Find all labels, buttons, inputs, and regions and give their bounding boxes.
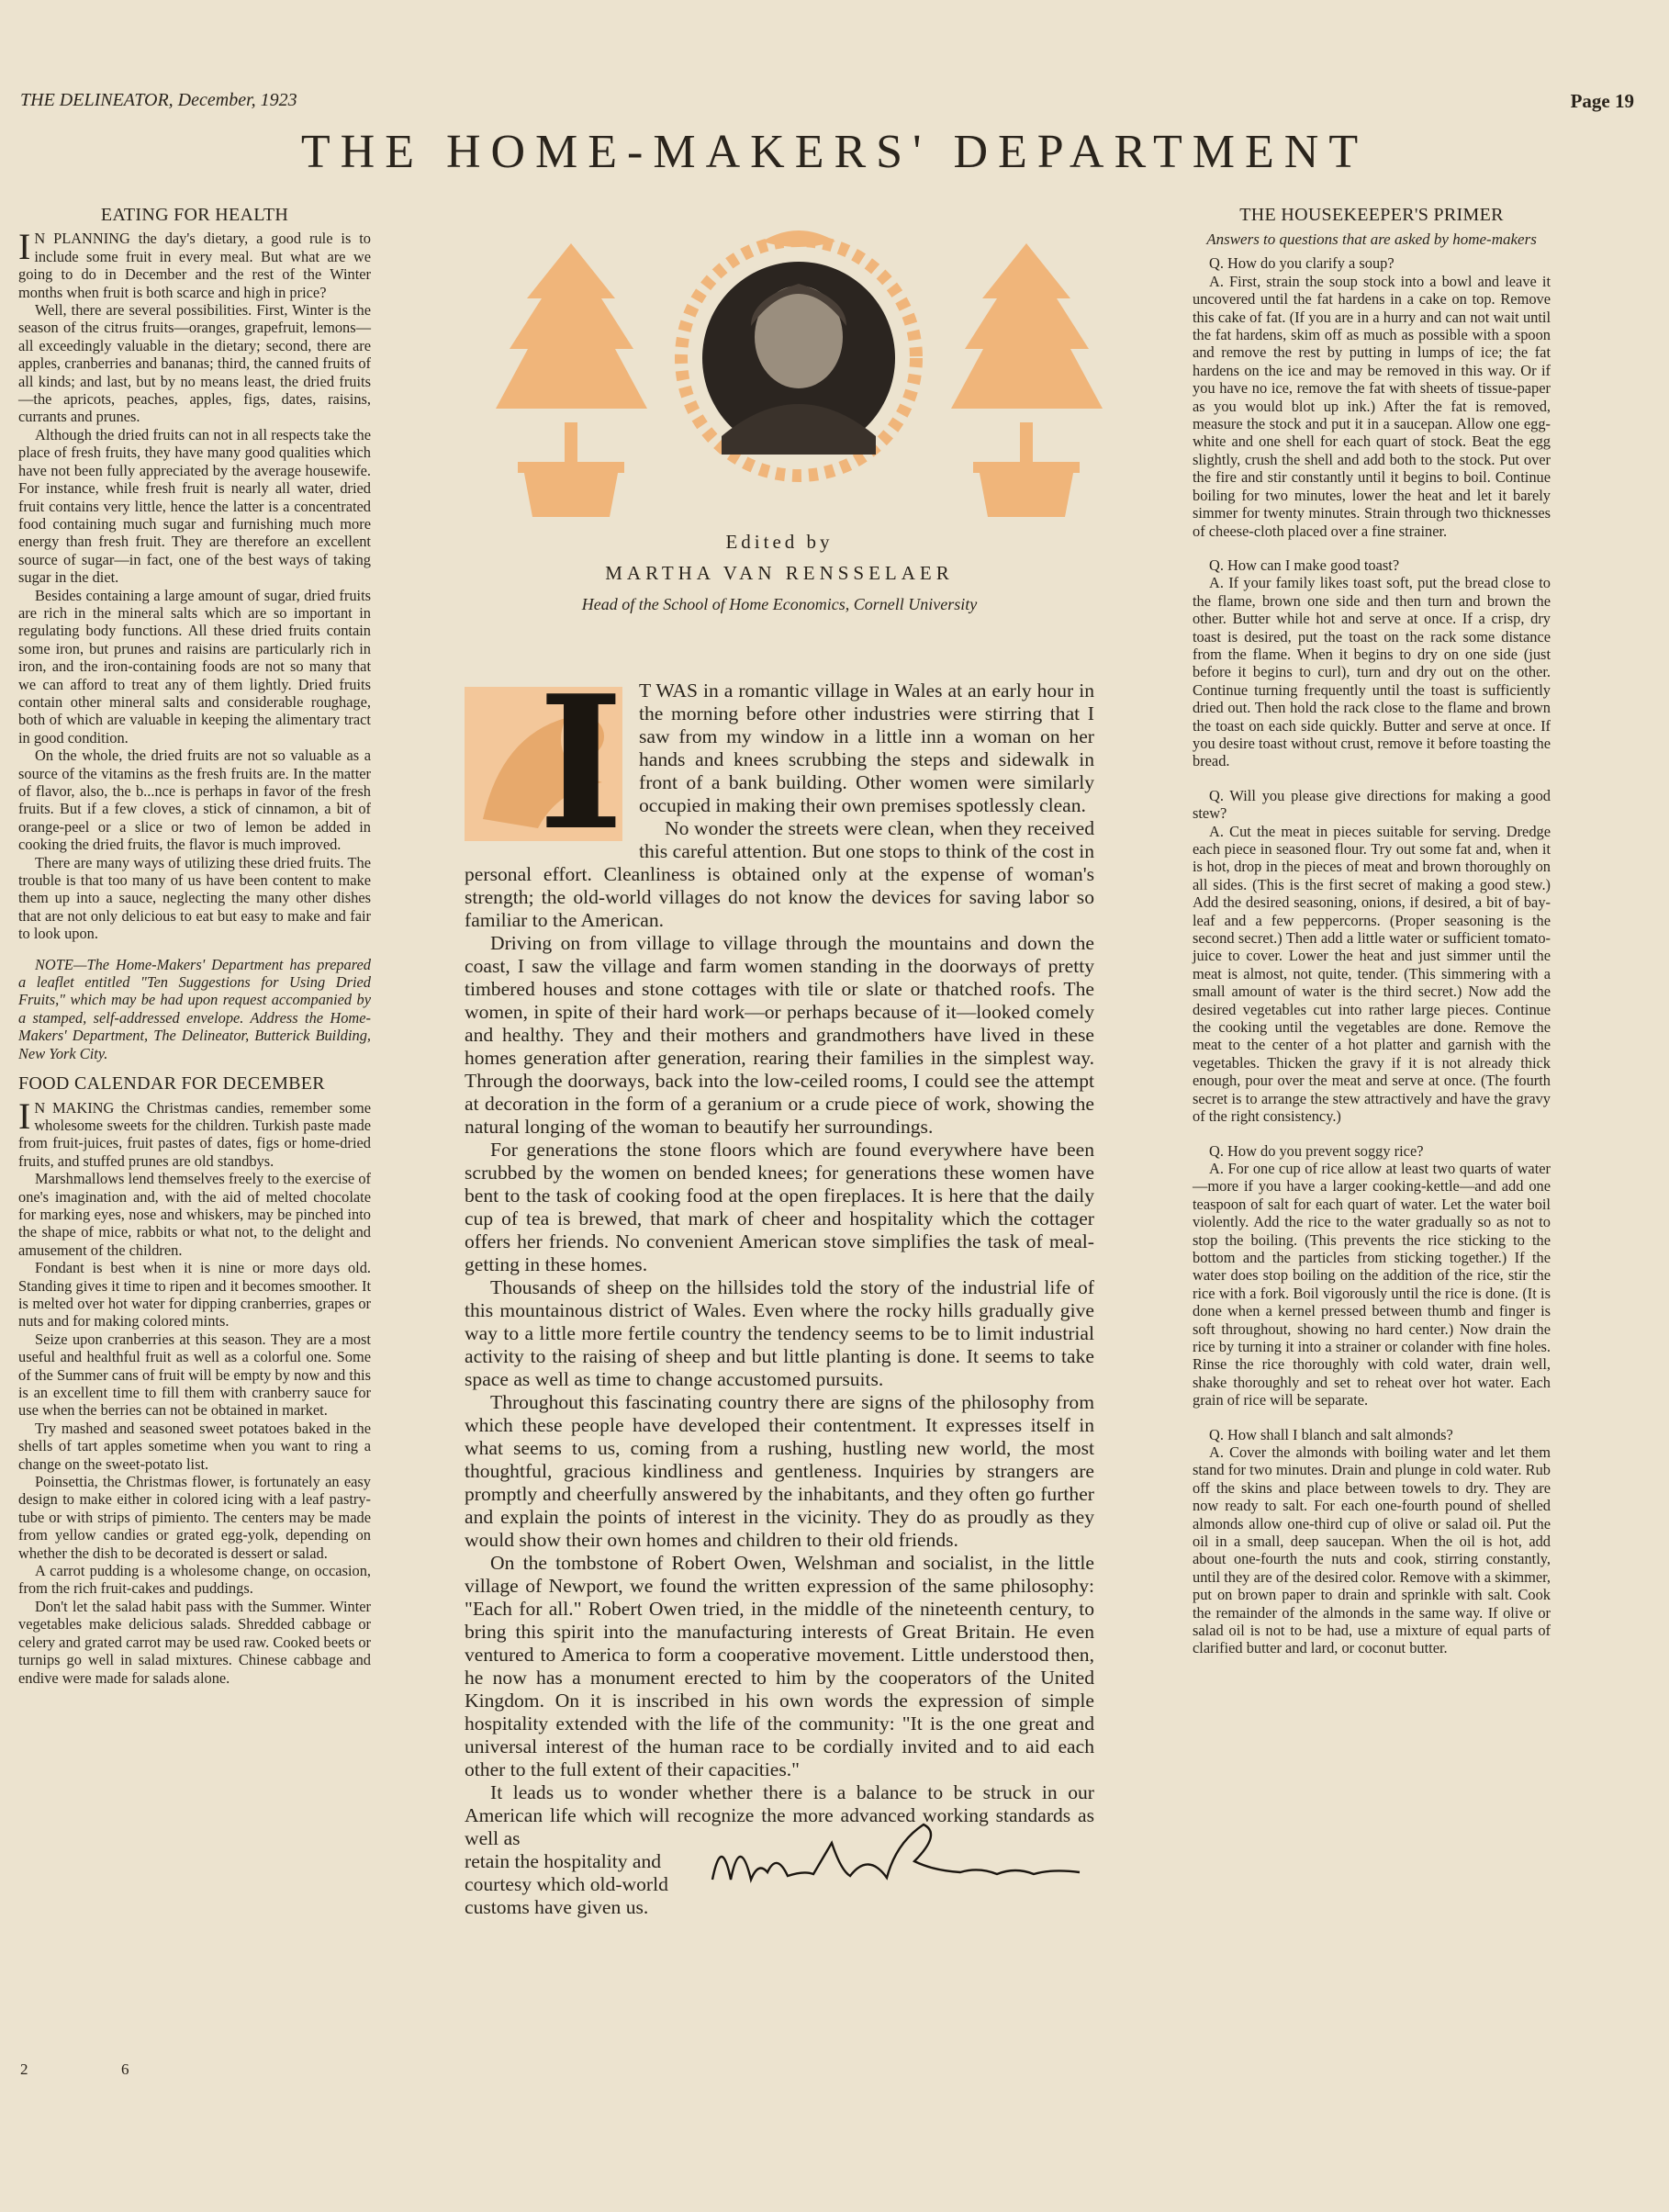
article-paragraph: Thousands of sheep on the hillsides told the story of the industrial life of this mountainous district of Wales. Even where the rocky hills gradually give way to a little more fertile country the tendency seems to be to limit industrial activity to the raising of sheep and but little planting is done. It seems to take space as well as time to change accustomed pursuits. bbox=[465, 1276, 1094, 1390]
eating-paragraph: Well, there are several possibilities. First, Winter is the season of the citrus fruits—oranges, grapefruit, lemons—all exceedingly valuable in the dietary; second, there are apples, cranberries and bananas; third, the canned fruits of all kinds; and last, but by no means least, the dried fruits—the apricots, peaches, apples, figs, dates, raisins, currants and prunes. bbox=[18, 301, 371, 426]
drop-cap: I bbox=[18, 1095, 31, 1137]
article-paragraph: No wonder the streets were clean, when they received this careful attention. But one stops to think of the cost in personal effort. Cleanliness is obtained only at the expense of woman's strength; the old-world villages do not know the devices for saving labor so familiar to the American. bbox=[465, 817, 1094, 931]
primer-subtitle: Answers to questions that are asked by home-makers bbox=[1206, 230, 1537, 249]
drop-cap-letter: I bbox=[538, 656, 624, 871]
primer-answer: A. Cover the almonds with boiling water and let them stand for two minutes. Drain and plunge in cold water. Rub off the skins and place between towels to dry. They are now ready to salt. For each one-fourth pound of shelled almonds allow one-third cup of olive or salad oil. Put the oil in a small, deep saucepan. When the oil is hot, add about one-fourth the nuts and cook, stirring constantly, until they are of the desired color. Remove with a skimmer, put on brown paper to drain and sprinkle with salt. Cook the remainder of the almonds in the same way. If olive or salad oil is not to be had, use a mixture of equal parts of clarified butter and lard, or coconut butter. bbox=[1193, 1443, 1551, 1657]
primer-question: Q. How do you clarify a soup? bbox=[1209, 254, 1395, 273]
calendar-paragraph: Don't let the salad habit pass with the Summer. Winter vegetables make delicious salads. Shredded cabbage or celery and grated carrot may be used raw. Cooked beets or turnips go well in salad mixtures. Chinese cabbage and endive were made for salads alone. bbox=[18, 1597, 371, 1687]
primer-question: Q. How do you prevent soggy rice? bbox=[1209, 1141, 1424, 1160]
calendar-paragraph: Fondant is best when it is nine or more days old. Standing gives it time to ripen and it becomes smoother. It is melted over hot water for dipping cranberries, grapes or nuts and for making colored mints. bbox=[18, 1259, 371, 1331]
footer-mark: 2 bbox=[20, 2060, 28, 2078]
primer-answer: A. For one cup of rice allow at least two quarts of water—more if you have a larger cooking-kettle—and add one teaspoon of salt for each quart of water. Let the water boil violently. Add the rice to the water gradually so as not to stop the boiling. (This prevents the rice sticking to the bottom and the particles from sticking together.) If the water does stop boiling on the addition of the rice, stir the rice with a fork. Boil vigorously until the rice is done. (It is done when a kernel pressed between thumb and finger is soft throughout, showing no hard center.) Now drain the rice by turning it into a strainer or colander with fine holes. Rinse the rice thoroughly with cold water, drain well, shake thoroughly and set to reheat over hot water. Each grain of rice will be separate. bbox=[1193, 1159, 1551, 1409]
article-paragraph: On the tombstone of Robert Owen, Welshman and socialist, in the little village of Newport, we found the written expression of the same philosophy: "Each for all." Robert Owen tried, in the middle of the nineteenth century, to bring this spirit into the manufacturing interests of Great Britain. He even ventured to America to form a cooperative movement. Little understood then, he now has a monument erected to him by the cooperators of the United Kingdom. On it is inscribed in his own words the expression of simple hospitality extended with the life of the community: "It is the one great and universal interest of the human race to be cordially invited and to aid each other to the full extent of their capacities." bbox=[465, 1552, 1094, 1780]
left-topiary-tree-icon bbox=[496, 243, 647, 517]
calendar-paragraph: Marshmallows lend themselves freely to the exercise of one's imagination and, with the aid of melted chocolate for marking eyes, nose and whiskers, may be pinched into the shape of mice, rabbits or what not, to the delight and amusement of the children. bbox=[18, 1170, 371, 1259]
eating-paragraph: On the whole, the dried fruits are not so valuable as a source of the vitamins as the fresh fruits are. In the matter of flavor, also, the b...nce is perhaps in favor of the fresh fruits. But if a few cloves, a stick of cinnamon, a bit of orange-peel or a slice or two of lemon be added in cooking the dried fruits, the flavor is much improved. bbox=[18, 747, 371, 854]
edited-by-label: Edited by bbox=[725, 531, 834, 553]
portrait-ornament bbox=[487, 225, 1111, 528]
article-paragraph: T WAS in a romantic village in Wales at an early hour in the morning before other industries were stirring that I saw from my window in a little inn a woman on her hands and knees scrubbing the steps and sidewalk in front of a bank building. Other women were similarly occupied in making their own premises spotlessly clean. bbox=[639, 679, 1094, 816]
calendar-paragraph: A carrot pudding is a wholesome change, on occasion, from the rich fruit-cakes and puddings. bbox=[18, 1562, 371, 1598]
drop-cap: I bbox=[18, 226, 31, 268]
department-title: THE HOME-MAKERS' DEPARTMENT bbox=[300, 126, 1369, 178]
eating-for-health-heading: EATING FOR HEALTH bbox=[100, 205, 289, 225]
closing-line: retain the hospitality and bbox=[465, 1850, 662, 1872]
footer-mark: 6 bbox=[121, 2060, 129, 2078]
closing-line: customs have given us. bbox=[465, 1896, 649, 1918]
eating-paragraph: Besides containing a large amount of sugar, dried fruits are rich in the mineral salts which are so important in regulating body functions. All these dried fruits contain some iron, but prunes and raisins are particularly rich in iron, and the iron-containing foods are not so many that we can afford to treat any of them lightly. Dried fruits contain other mineral salts and considerable roughage, both of which are valuable in keeping the alimentary tract in good condition. bbox=[18, 586, 371, 747]
ornamental-drop-cap bbox=[465, 656, 630, 871]
left-column bbox=[18, 207, 371, 1687]
closing-line: courtesy which old-world bbox=[465, 1873, 668, 1895]
publication-header: THE DELINEATOR, December, 1923 bbox=[20, 90, 297, 110]
editor-name: MARTHA VAN RENSSELAER bbox=[605, 562, 954, 584]
editor-portrait-photo bbox=[702, 262, 895, 455]
food-calendar-heading: FOOD CALENDAR FOR DECEMBER bbox=[18, 1073, 325, 1095]
page-number: Page 19 bbox=[1570, 90, 1634, 112]
eating-paragraph: Although the dried fruits can not in all respects take the place of fresh fruits, they have many good qualities which have not been fully appreciated by the average housewife. For instance, while fresh fruit is nearly all water, dried fruit contains very little, hence the latter is a concentrated food containing much sugar and furnishing much more energy than fresh fruit. They are therefore an excellent source of sugar—in fact, one of the best ways of taking sugar in the diet. bbox=[18, 425, 371, 587]
eating-paragraph: There are many ways of utilizing these dried fruits. The trouble is that too many of us have been content to make them up into a sauce, neglecting the many other dishes that are not only delicious to eat but easy to make and fair to look upon. bbox=[18, 853, 371, 943]
article-paragraph: It leads us to wonder whether there is a balance to be struck in our American life which will recognize the more advanced working standards as well as bbox=[465, 1781, 1094, 1849]
calendar-paragraph: Seize upon cranberries at this season. They are a most useful and healthful fruit as well as a colorful one. Some of the Summer cans of fruit will be empty by now and this is an excellent time to fill them with cranberry sauce for use when the berries can not be obtained in market. bbox=[18, 1330, 371, 1420]
primer-question: Q. Will you please give directions for making a good stew? bbox=[1193, 786, 1551, 823]
primer-question: Q. How shall I blanch and salt almonds? bbox=[1209, 1425, 1453, 1443]
editor-role: Head of the School of Home Economics, Cornell University bbox=[581, 595, 978, 613]
article-paragraph: Driving on from village to village through the mountains and down the coast, I saw the village and farm women standing in the doorways of pretty timbered houses and stone cottages with tile or slate or thatched roofs. The women, in spite of their hard work—or perhaps because of it—looked comely and healthy. They and their mothers and grandmothers have lived in these homes generation after generation, rearing their families in the simplest way. Through the doorways, back into the low-ceiled rooms, I could see the attempt at decoration in the form of a geranium or a crude piece of work, showing the natural longing of the woman to beautify her surroundings. bbox=[465, 932, 1094, 1138]
primer-answer: A. First, strain the soup stock into a bowl and leave it uncovered until the fat hardens in a cake on top. Remove this cake of fat. (If you are in a hurry and can not wait until the fat hardens, skim off as much as possible with a spoon and remove the rest by putting in lumps of ice; the fat hardens on the ice and may be removed in this way. Or if you have no ice, remove the fat with sheets of tissue-paper as you would blot up ink.) After the fat is removed, measure the stock and put it in a saucepan. Allow one egg-white and one shell for each quart of stock. Beat the egg slightly, crush the shell and add both to the stock. Put over the fire and stir constantly until it begins to boil. Continue boiling for two minutes, lower the heat and let it barely simmer for twenty minutes. Strain through two thicknesses of cheese-cloth placed over a fine strainer. bbox=[1193, 272, 1551, 540]
editor-signature bbox=[703, 1815, 1089, 1900]
primer-answer: A. If your family likes toast soft, put the bread close to the flame, brown one side and then turn and brown the other. Butter while hot and serve at once. If a crisp, dry toast is desired, put the toast on the rack some distance from the flame. When it begins to dry on one side (just before it begins to curl), turn and dry out on the other. Continue turning frequently until the toast is sufficiently dried out. Then hold the rack close to the flame and brown the toast on each side quickly. Butter and serve at once. If you desire toast without crust, remove it before toasting the bread. bbox=[1193, 574, 1551, 770]
primer-question: Q. How can I make good toast? bbox=[1209, 556, 1400, 574]
housekeepers-primer-heading: THE HOUSEKEEPER'S PRIMER bbox=[1239, 205, 1504, 225]
calendar-paragraph: I N MAKING the Christmas candies, remember some wholesome sweets for the children. Turkish paste made from fruit-juices, fruit pastes of dates, figs or home-dried fruits, and stuffed prunes are old standbys. bbox=[18, 1095, 371, 1170]
right-column bbox=[1193, 207, 1551, 1657]
calendar-paragraph: Poinsettia, the Christmas flower, is fortunately an easy design to make either in colored icing with a leaf pastry-tube or with strips of pimiento. The centers may be made from yellow candies or grated egg-yolk, depending on whether the dish to be decorated is dessert or salad. bbox=[18, 1473, 371, 1562]
center-article bbox=[465, 656, 1094, 1919]
article-paragraph: Throughout this fascinating country there are signs of the philosophy from which these people have developed their contentment. It expresses itself in what seems to us, coming from a rushing, hustling new world, the most thoughtful, gracious kindliness and gentleness. Inquiries by strangers are promptly and cheerfully answered by the inhabitants, and they often go further and explain the points of interest in the vicinity. They do as proudly as they would show their own homes and children to their old friends. bbox=[465, 1391, 1094, 1551]
eating-paragraph: I N PLANNING the day's dietary, a good rule is to include some fruit in every meal. But what are we going to do in December and the rest of the Winter months when fruit is both scarce and high in price? bbox=[18, 226, 371, 301]
right-topiary-tree-icon bbox=[951, 243, 1103, 517]
primer-answer: A. Cut the meat in pieces suitable for serving. Dredge each piece in seasoned flour. Try out some fat and, when it is hot, drop in the pieces of meat and brown thoroughly on all sides. (This is the first secret of making a good stew.) Add the desired seasoning, onions, if desired, a bit of bay-leaf and a few peppercorns. (Proper seasoning is the second secret.) Then add a little water or sufficient tomato-juice to cover. Lower the heat and just simmer until the meat is almost, not quite, tender. (This simmering with a small amount of water is the third secret.) Now add the desired vegetables cut into rather large pieces. Continue the cooking until the vegetables are done. Remove the meat to the center of a hot platter and garnish with the vegetables. Thicken the gravy if it is not already thick enough, pour over the meat and serve at once. (The fourth secret is to arrange the stew attractively and have the gravy of the right consistency.) bbox=[1193, 822, 1551, 1126]
closing-lines bbox=[465, 1850, 1094, 1919]
calendar-paragraph: Try mashed and seasoned sweet potatoes baked in the shells of tart apples sometime when you want to ring a change on the sweet-potato list. bbox=[18, 1419, 371, 1473]
article-paragraph: For generations the stone floors which are found everywhere have been scrubbed by the women on bended knees; for generations these women have bent to the task of cooking food at the open fireplaces. It is here that the daily cup of tea is brewed, that mark of cheer and hospitality which the cottager offers her friends. No convenient American stove simplifies the task of meal-getting in these homes. bbox=[465, 1139, 1094, 1275]
leaflet-note: NOTE—The Home-Makers' Department has prepared a leaflet entitled "Ten Suggestions for Using Dried Fruits," which may be had upon request accompanied by a stamped, self-addressed envelope. Address the Home-Makers' Department, The Delineator, Butterick Building, New York City. bbox=[18, 955, 371, 1062]
